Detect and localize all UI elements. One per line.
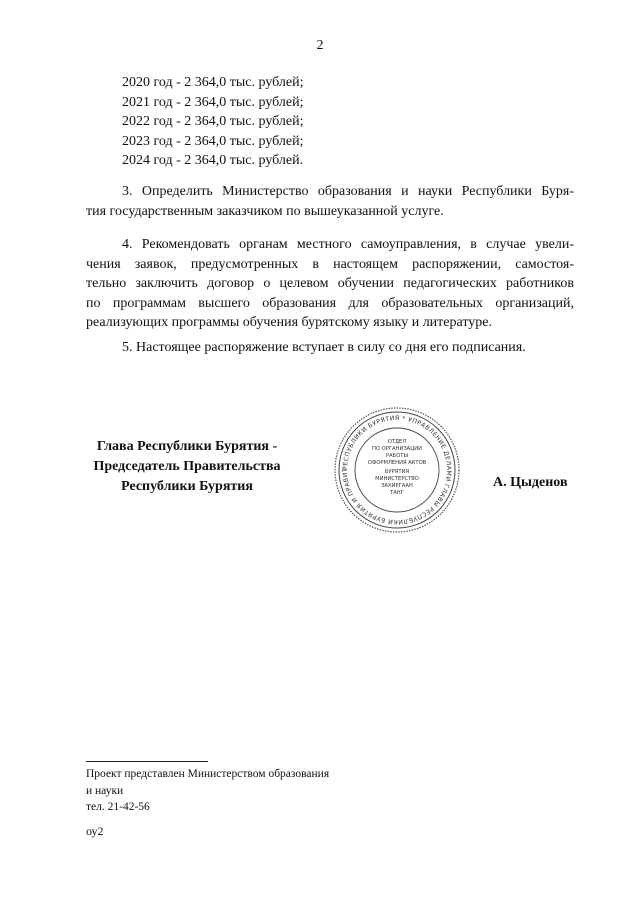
page-number: 2 <box>316 38 324 53</box>
footnote-rule <box>86 761 208 762</box>
signatory-title-line: Глава Республики Бурятия - <box>96 439 278 454</box>
paragraph-line: реализующих программы обучения бурятскому языку и литературе. <box>86 315 493 330</box>
paragraph-line: 5. Настоящее распоряжение вступает в силу со дня его подписания. <box>122 340 526 355</box>
paragraph-line: чения заявок, предусмотренных в настоящем распоряжении, самостоя- <box>86 256 574 272</box>
paragraph-line: 4. Рекомендовать органам местного самоуправления, в случае увели- <box>122 237 574 252</box>
funding-line: 2020 год - 2 364,0 тыс. рублей; <box>122 75 304 90</box>
stamp-inner-line: ОФОРМЛЕНИЯ АКТОВ <box>367 460 427 466</box>
stamp-inner-line: ПО ОРГАНИЗАЦИИ <box>371 446 423 452</box>
document-code: оу2 <box>86 824 104 838</box>
paragraph-5 <box>86 338 574 358</box>
paragraph-line: по программам высшего образования для образовательных организаций, <box>86 295 574 311</box>
stamp-inner-line: БУРЯТИЯ <box>384 469 410 475</box>
funding-line: 2022 год - 2 364,0 тыс. рублей; <box>122 114 304 129</box>
stamp-ring-text: РЕСПУБЛИКИ БУРЯТИЯ * УПРАВЛЕНИЕ ДЕЛАМИ ГЛАВЫ РЕСПУБЛИКИ БУРЯТИЯ И ПРАВИТ <box>341 414 453 526</box>
footnote-line: и науки <box>86 784 124 797</box>
funding-list <box>122 73 304 171</box>
official-stamp <box>332 405 462 535</box>
stamp-inner-line: МИНИСТЕРСТВО <box>375 476 419 482</box>
signatory-name: А. Цыденов <box>493 475 568 490</box>
signatory-title-line: Республики Бурятия <box>121 479 253 494</box>
stamp-inner-line: ЗАХИРГААН <box>381 483 413 489</box>
stamp-inner-line: ТАНГ <box>390 490 404 496</box>
funding-line: 2024 год - 2 364,0 тыс. рублей. <box>122 153 304 168</box>
paragraph-3 <box>86 182 574 221</box>
signatory-title-line: Председатель Правительства <box>93 459 281 474</box>
stamp-seal-icon <box>332 405 462 535</box>
stamp-inner-line: ОТДЕЛ <box>387 439 407 445</box>
footnote <box>86 766 329 816</box>
paragraph-line: тия государственным заказчиком по вышеуказанной услуге. <box>86 203 444 219</box>
signatory-title <box>78 437 296 497</box>
stamp-inner-line: РАБОТЫ <box>385 453 409 459</box>
funding-line: 2023 год - 2 364,0 тыс. рублей; <box>122 133 304 149</box>
paragraph-line: тельно заключить договор о целевом обучении педагогических работников <box>86 276 574 291</box>
paragraph-4 <box>86 235 574 333</box>
footnote-line: Проект представлен Министерством образования <box>86 768 330 780</box>
footnote-line: тел. 21-42-56 <box>86 801 150 813</box>
funding-line: 2021 год - 2 364,0 тыс. рублей; <box>122 94 304 110</box>
paragraph-line: 3. Определить Министерство образования и науки Республики Буря- <box>122 184 574 199</box>
